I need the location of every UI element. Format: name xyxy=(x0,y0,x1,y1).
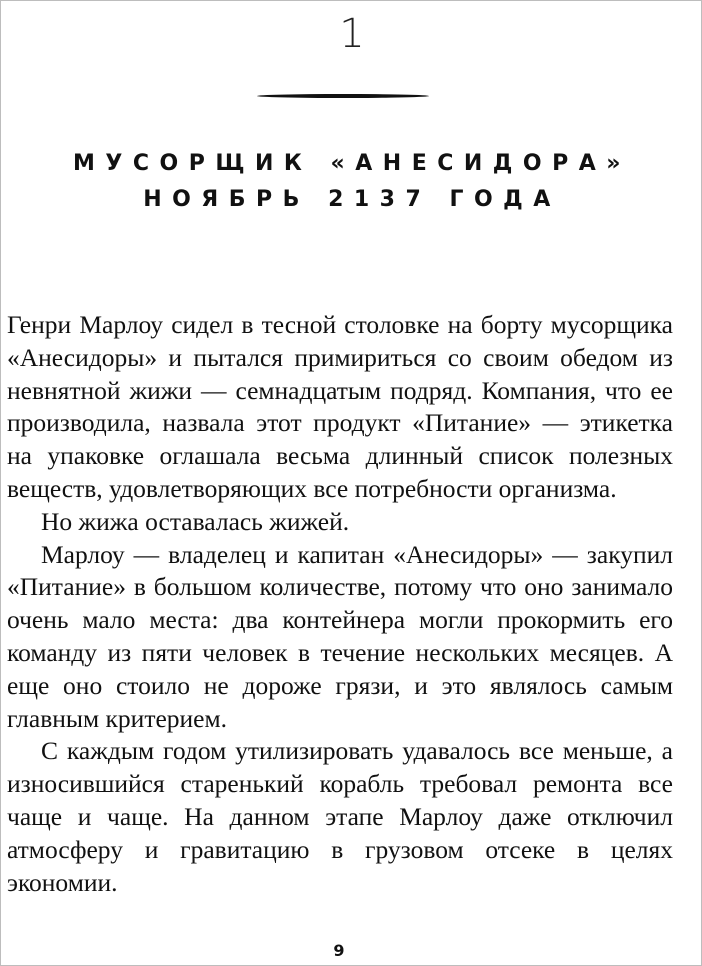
paragraph-4: С каждым годом утилизировать удавалось все меньше, а износившийся старенький корабль требовал ремонта все чаще и чаще. На данном этапе Марлоу даже отключил атмосферу и гравитацию в грузовом отсеке в целях экономии. xyxy=(7,736,673,897)
paragraph-1: Генри Марлоу сидел в тесной столовке на борту мусорщика «Анесидоры» и пытался примириться со своим обедом из невнятной жижи — семнадцатым подряд. Компания, что ее производила, назвала этот продукт «Питание» — этикетка на упаковке оглашала весьма длинный список полезных веществ, удовлетворяющих все потребности организма. xyxy=(7,310,673,503)
chapter-title-line-1: МУСОРЩИК «АНЕСИДОРА» xyxy=(73,151,631,176)
chapter-number: 1 xyxy=(339,11,365,57)
chapter-body xyxy=(7,309,673,899)
paragraph-2: Но жижа оставалась жижей. xyxy=(41,506,350,536)
chapter-divider xyxy=(257,94,429,98)
chapter-title-line-2: НОЯБРЬ 2137 ГОДА xyxy=(143,187,561,212)
page-number: 9 xyxy=(333,941,345,960)
paragraph-3: Марлоу — владелец и капитан «Анесидоры» — закупил «Питание» в большом количестве, потому что оно занимало очень мало места: два контейнера могли прокормить его команду из пяти человек в течение нескольких месяцев. А еще оно стоило не дороже грязи, и это являлось самым главным критерием. xyxy=(7,539,673,733)
